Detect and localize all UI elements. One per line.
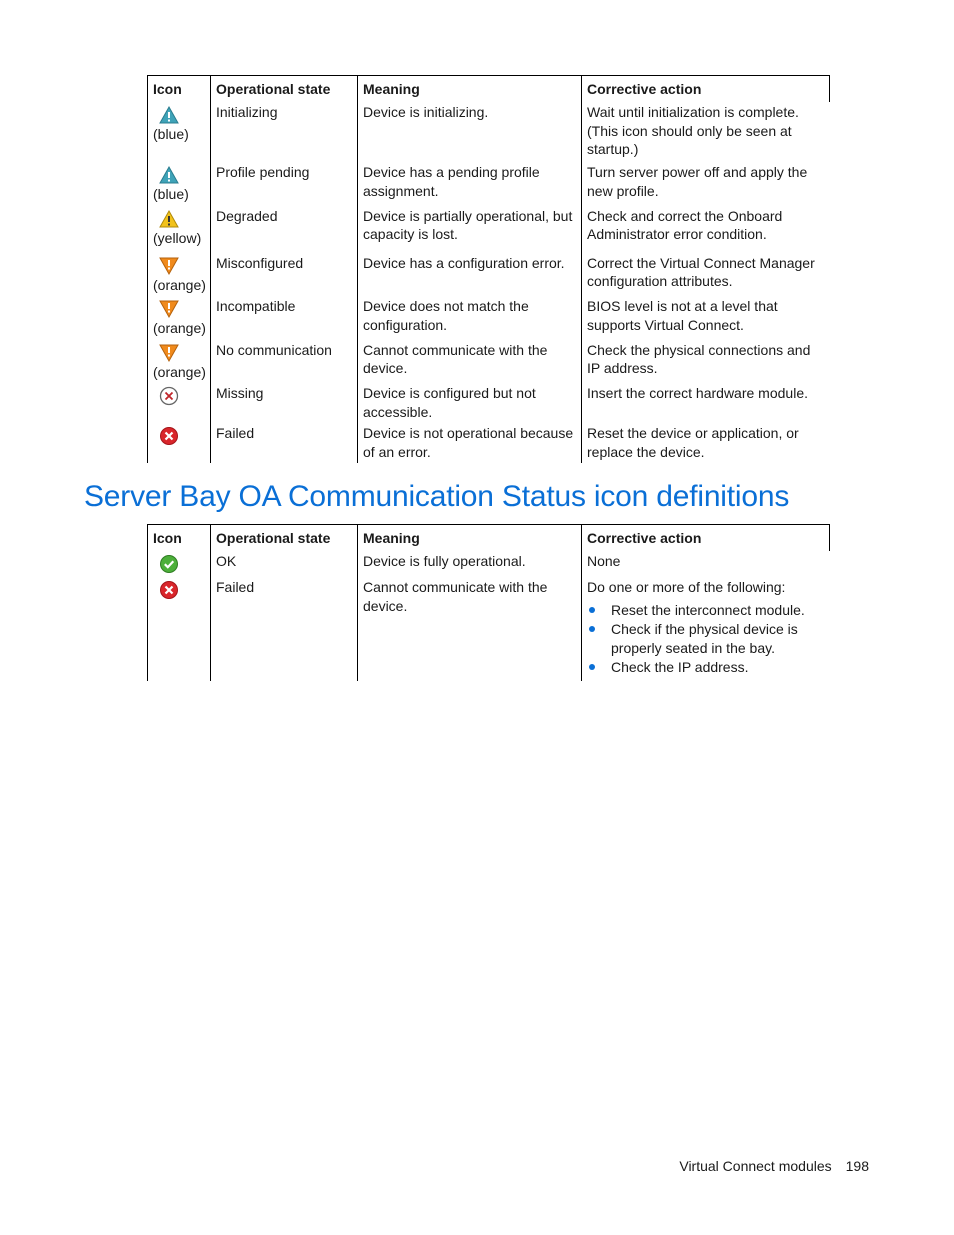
bullet-icon bbox=[589, 607, 595, 613]
table-header-row bbox=[148, 525, 830, 552]
page-footer bbox=[679, 1158, 869, 1174]
table-row bbox=[148, 162, 830, 206]
state-cell: Failed bbox=[211, 577, 358, 681]
action-cell: Reset the device or application, or replace the device. bbox=[582, 423, 830, 463]
table-row bbox=[148, 253, 830, 297]
state-cell: Missing bbox=[211, 383, 358, 423]
header-corrective-action: Corrective action bbox=[582, 525, 830, 552]
state-cell: Initializing bbox=[211, 102, 358, 162]
icon-color-label: (orange) bbox=[153, 276, 206, 293]
icon-color-label: (orange) bbox=[153, 320, 206, 336]
green-check-circle-icon bbox=[159, 554, 179, 574]
icon-color-label: (yellow) bbox=[153, 229, 202, 246]
action-cell: Turn server power off and apply the new profile. bbox=[582, 162, 830, 206]
meaning-cell: Cannot communicate with the device. bbox=[358, 577, 582, 681]
state-cell: No communication bbox=[211, 340, 358, 384]
meaning-cell: Device is fully operational. bbox=[358, 551, 582, 577]
action-cell bbox=[582, 577, 830, 681]
blue-warning-triangle-icon bbox=[159, 165, 179, 185]
icon-color-label: (blue) bbox=[153, 186, 189, 202]
action-cell: BIOS level is not at a level that supports Virtual Connect. bbox=[582, 296, 830, 340]
table-row bbox=[148, 340, 830, 384]
status-table-2 bbox=[147, 524, 830, 681]
state-cell: OK bbox=[211, 551, 358, 577]
meaning-cell: Device has a configuration error. bbox=[358, 253, 582, 297]
header-operational-state: Operational state bbox=[211, 525, 358, 552]
header-corrective-action: Corrective action bbox=[582, 76, 830, 103]
blue-warning-triangle-icon bbox=[159, 105, 179, 125]
state-cell: Degraded bbox=[211, 206, 358, 253]
state-cell: Incompatible bbox=[211, 296, 358, 340]
bullet-icon bbox=[589, 664, 595, 670]
list-item: Check the IP address. bbox=[587, 658, 826, 677]
table-row bbox=[148, 577, 830, 681]
action-intro: Do one or more of the following: bbox=[587, 579, 786, 595]
table-row bbox=[148, 206, 830, 253]
header-meaning: Meaning bbox=[358, 76, 582, 103]
list-item: Check if the physical device is properly seated in the bay. bbox=[587, 620, 826, 657]
meaning-cell: Device is initializing. bbox=[358, 102, 582, 162]
action-cell: Insert the correct hardware module. bbox=[582, 383, 830, 423]
orange-inverted-triangle-icon bbox=[159, 256, 179, 276]
meaning-cell: Device is partially operational, but capacity is lost. bbox=[358, 206, 582, 253]
meaning-cell: Device has a pending profile assignment. bbox=[358, 162, 582, 206]
header-icon: Icon bbox=[148, 76, 211, 103]
action-cell: None bbox=[582, 551, 830, 577]
icon-color-label: (blue) bbox=[153, 126, 189, 142]
state-cell: Profile pending bbox=[211, 162, 358, 206]
table-row bbox=[148, 296, 830, 340]
bullet-icon bbox=[589, 626, 595, 632]
meaning-cell: Cannot communicate with the device. bbox=[358, 340, 582, 384]
table-row bbox=[148, 383, 830, 423]
meaning-cell: Device is configured but not accessible. bbox=[358, 383, 582, 423]
yellow-warning-triangle-icon bbox=[159, 209, 179, 229]
meaning-cell: Device does not match the configuration. bbox=[358, 296, 582, 340]
header-operational-state: Operational state bbox=[211, 76, 358, 103]
status-table-1 bbox=[147, 75, 830, 463]
table-header-row bbox=[148, 76, 830, 103]
orange-inverted-triangle-icon bbox=[159, 343, 179, 363]
table-row bbox=[148, 551, 830, 577]
meaning-cell: Device is not operational because of an error. bbox=[358, 423, 582, 463]
action-cell: Correct the Virtual Connect Manager configuration attributes. bbox=[582, 253, 830, 297]
header-meaning: Meaning bbox=[358, 525, 582, 552]
action-cell: Check and correct the Onboard Administrator error condition. bbox=[582, 206, 830, 253]
list-item: Reset the interconnect module. bbox=[587, 601, 826, 620]
header-icon: Icon bbox=[148, 525, 211, 552]
action-bullet-list bbox=[587, 601, 826, 677]
table-row bbox=[148, 102, 830, 162]
red-x-circle-icon bbox=[159, 580, 179, 600]
table-row bbox=[148, 423, 830, 463]
section-title: Server Bay OA Communication Status icon definitions bbox=[84, 480, 790, 513]
red-x-circle-icon bbox=[159, 426, 179, 446]
action-cell: Check the physical connections and IP address. bbox=[582, 340, 830, 384]
state-cell: Misconfigured bbox=[211, 253, 358, 297]
state-cell: Failed bbox=[211, 423, 358, 463]
gray-x-circle-icon bbox=[159, 386, 179, 406]
action-cell: Wait until initialization is complete. (This icon should only be seen at startup.) bbox=[582, 102, 830, 162]
page-number: 198 bbox=[845, 1158, 869, 1174]
icon-color-label: (orange) bbox=[153, 363, 206, 380]
orange-inverted-triangle-icon bbox=[159, 299, 179, 319]
footer-section-name: Virtual Connect modules bbox=[679, 1158, 832, 1174]
